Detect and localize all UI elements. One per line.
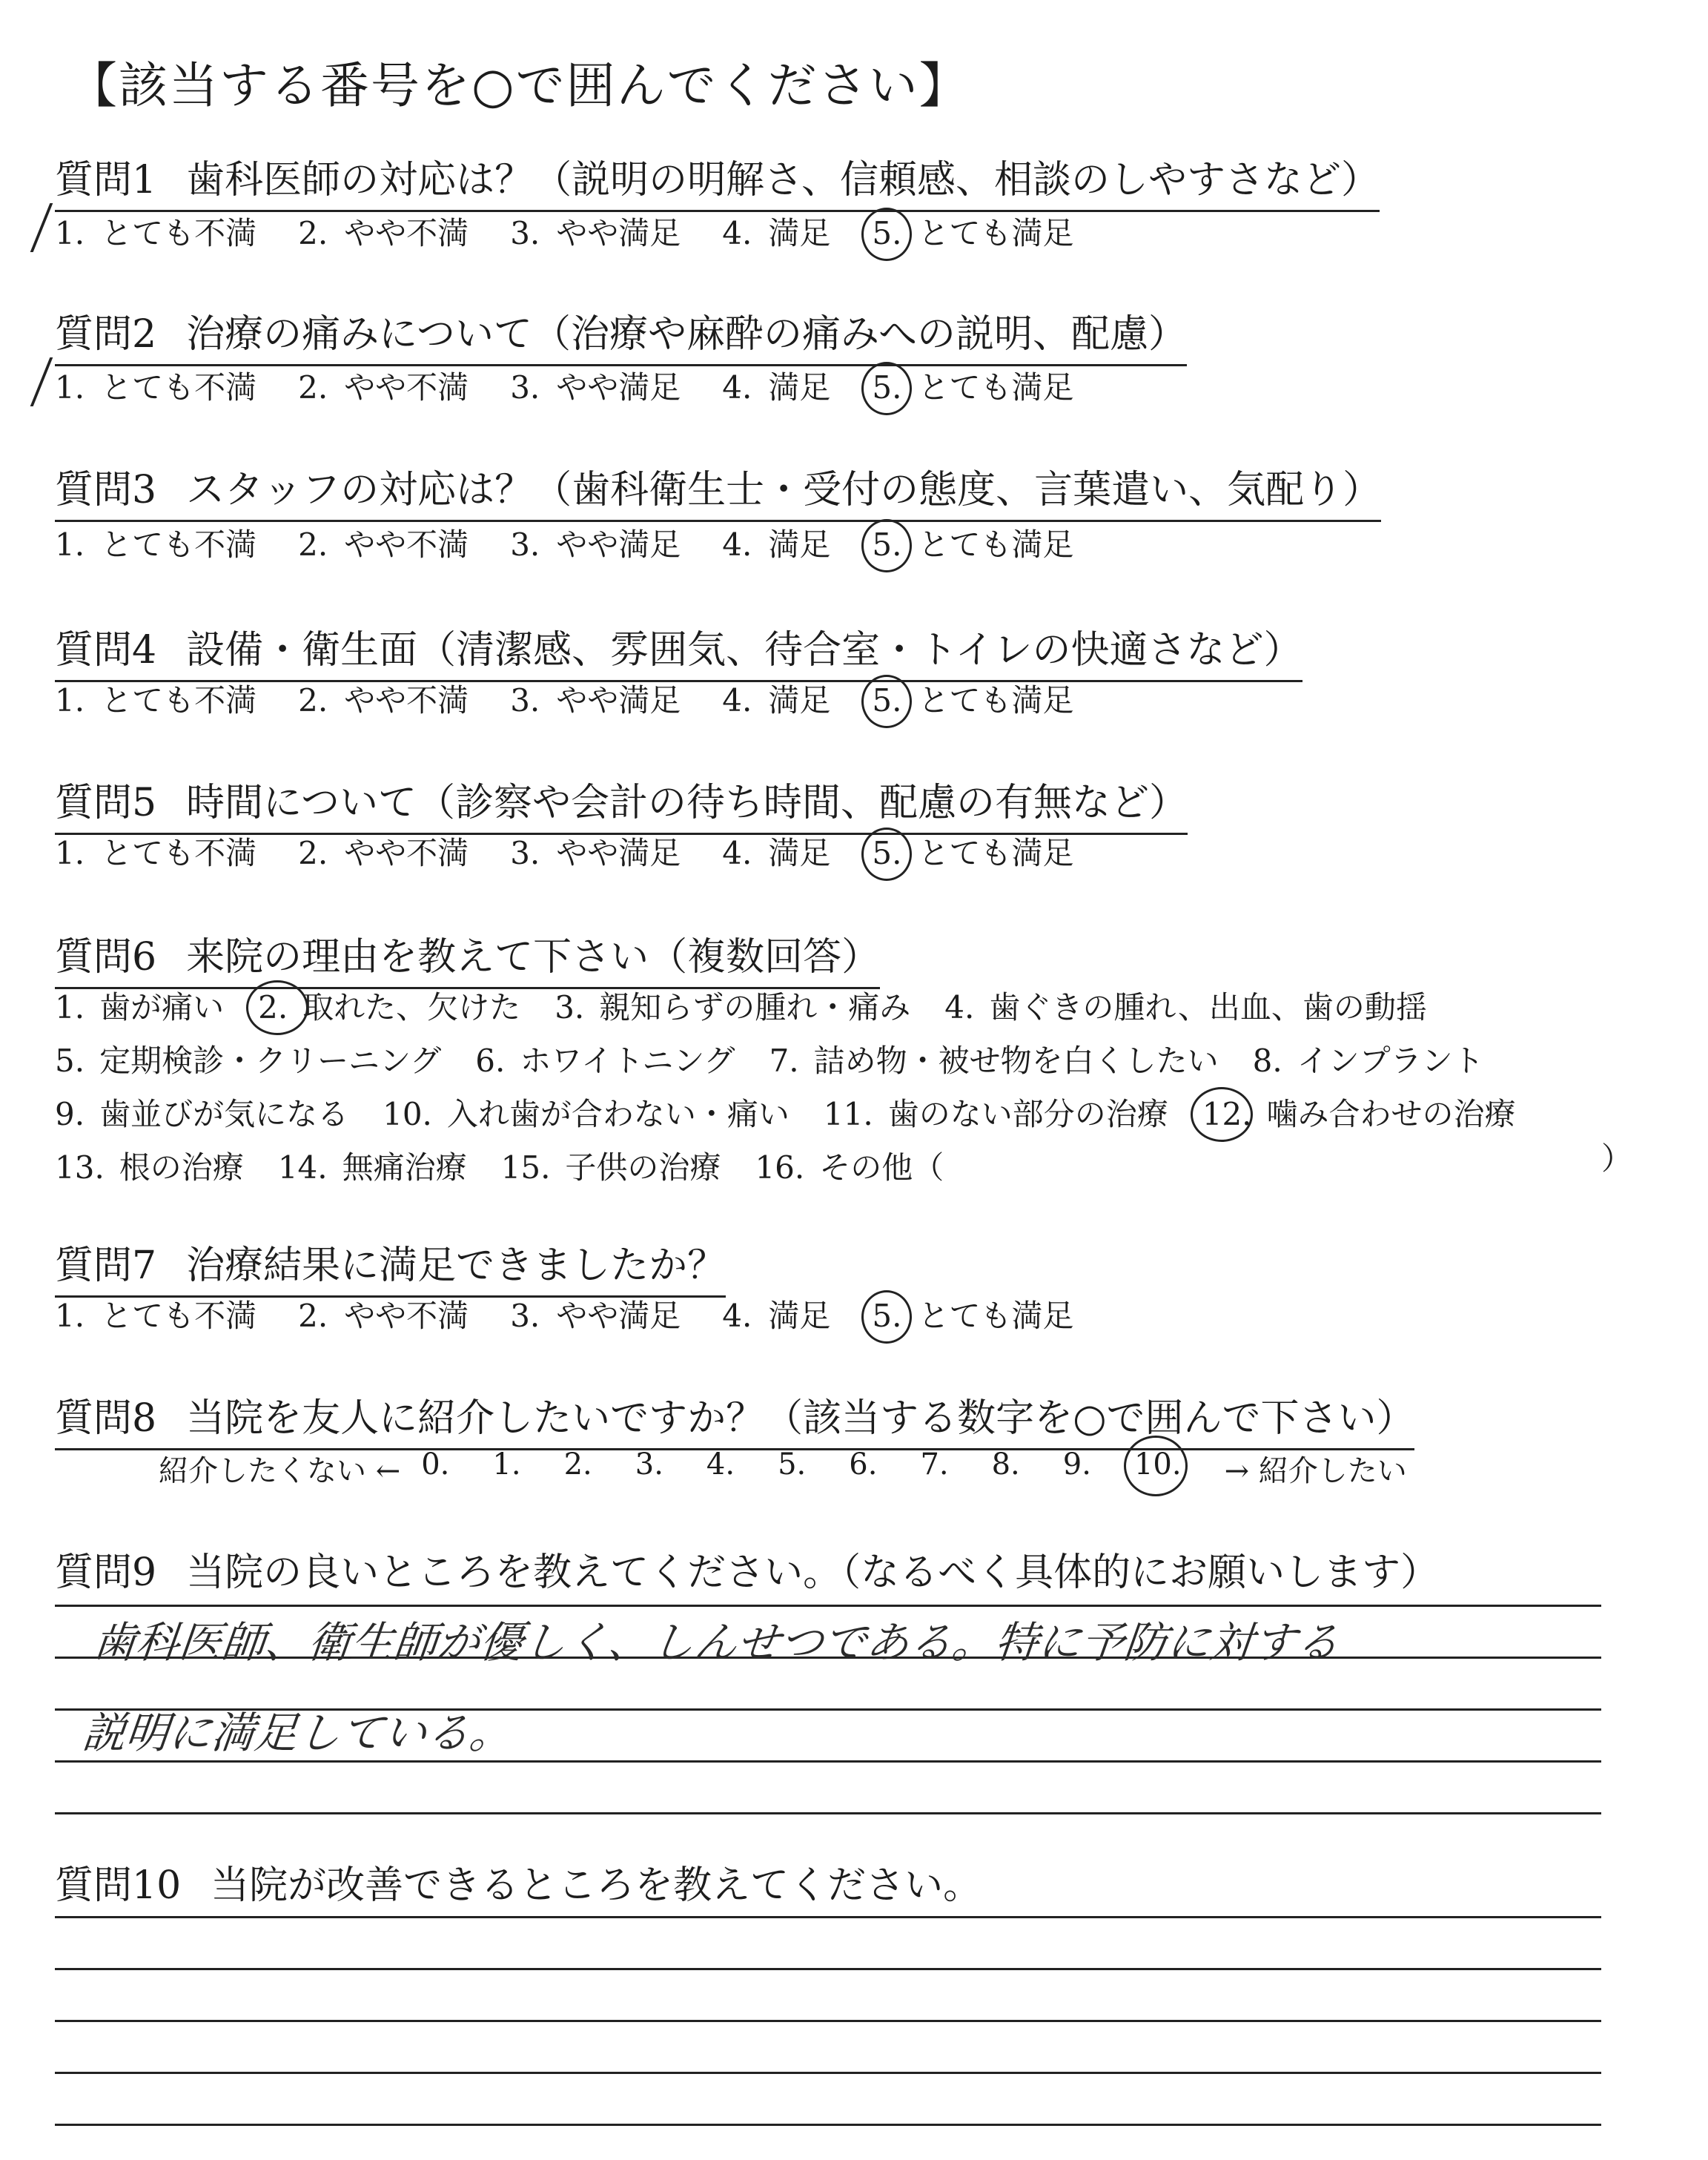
scale-value[interactable]: 8. xyxy=(991,1447,1020,1482)
answer-line xyxy=(55,1812,1601,1814)
question-5-text: 時間について（診察や会計の待ち時間、配慮の有無など） xyxy=(186,781,1188,825)
scale-value[interactable]: 4. xyxy=(706,1447,735,1482)
option-number: 4. xyxy=(722,215,752,251)
option-label: やや不満 xyxy=(344,369,469,406)
reason-number: 4. xyxy=(944,989,975,1025)
option-number: 4. xyxy=(722,835,752,871)
option-2[interactable] xyxy=(298,676,469,721)
answer-line xyxy=(55,1760,1601,1763)
option-5[interactable] xyxy=(872,829,1073,873)
option-label: 満足 xyxy=(768,526,831,563)
option-label: 満足 xyxy=(768,369,831,406)
option-label: とても不満 xyxy=(101,369,257,406)
reason-number: 3. xyxy=(555,989,585,1025)
option-3[interactable] xyxy=(510,363,681,408)
option-label: やや不満 xyxy=(344,215,469,251)
scale-value[interactable]: 0. xyxy=(421,1447,450,1482)
reason-item[interactable] xyxy=(555,983,910,1037)
option-number: 2. xyxy=(298,526,328,563)
reason-number: 14. xyxy=(277,1149,328,1186)
option-2[interactable] xyxy=(298,363,469,408)
scale-value[interactable]: 6. xyxy=(849,1447,878,1482)
reason-item[interactable] xyxy=(258,983,520,1037)
reason-number: 7. xyxy=(769,1043,799,1079)
reason-item[interactable] xyxy=(944,983,1427,1037)
option-5[interactable] xyxy=(872,676,1073,721)
reason-number: 16. xyxy=(755,1149,805,1186)
reason-label: 無痛治療 xyxy=(342,1149,467,1186)
scale-value[interactable]: 5. xyxy=(778,1447,807,1482)
option-label: やや不満 xyxy=(344,1298,469,1334)
reason-item[interactable] xyxy=(278,1143,467,1197)
option-label: 満足 xyxy=(768,215,831,251)
question-4-text: 設備・衛生面（清潔感、雰囲気、待合室・トイレの快適さなど） xyxy=(186,628,1302,673)
option-4[interactable] xyxy=(722,1292,830,1336)
option-1[interactable] xyxy=(55,829,256,873)
question-5-title xyxy=(55,771,1188,835)
question-1-options xyxy=(55,209,1115,254)
option-2[interactable] xyxy=(298,209,469,254)
option-3[interactable] xyxy=(510,1292,681,1336)
option-label: やや満足 xyxy=(556,369,681,406)
option-number: 5. xyxy=(872,369,902,406)
option-3[interactable] xyxy=(510,521,681,565)
option-label: とても不満 xyxy=(101,682,257,719)
question-3-text: スタッフの対応は？（歯科衛生士・受付の態度、言葉遣い、気配り） xyxy=(186,468,1382,512)
question-4-number: 質問4 xyxy=(55,628,157,673)
option-label: やや満足 xyxy=(556,1298,681,1334)
option-3[interactable] xyxy=(510,676,681,721)
reason-number: 5. xyxy=(55,1043,85,1079)
option-5[interactable] xyxy=(872,209,1073,254)
question-8-scale xyxy=(159,1447,1407,1490)
scale-value[interactable]: 1. xyxy=(492,1447,521,1482)
question-9-text: 当院の良いところを教えてください。（なるべく具体的にお願いします） xyxy=(186,1550,1440,1595)
reason-label: 歯のない部分の治療 xyxy=(887,1096,1168,1132)
option-number: 2. xyxy=(298,682,328,719)
question-5-options xyxy=(55,829,1115,873)
option-number: 2. xyxy=(298,369,328,406)
option-label: とても満足 xyxy=(918,215,1074,251)
option-number: 2. xyxy=(298,215,328,251)
reason-number: 12. xyxy=(1202,1096,1252,1132)
reason-item[interactable] xyxy=(55,1090,348,1143)
reason-label: 歯ぐきの腫れ、出血、歯の動揺 xyxy=(989,989,1427,1025)
reason-label: 入れ歯が合わない・痛い xyxy=(446,1096,790,1132)
option-number: 3. xyxy=(510,835,540,871)
option-5[interactable] xyxy=(872,521,1073,565)
option-1[interactable] xyxy=(55,1292,256,1336)
answer-line xyxy=(55,2072,1601,2074)
option-number: 3. xyxy=(510,215,540,251)
option-number: 3. xyxy=(510,1298,540,1334)
option-number: 1. xyxy=(55,1298,85,1334)
survey-header: 【該当する番号を○で囲んでください】 xyxy=(68,57,970,114)
option-4[interactable] xyxy=(722,209,830,254)
answer-line xyxy=(55,1916,1601,1918)
handwritten-answer-line-1: 歯科医師、衛生師が優しく、しんせつである。特に予防に対する xyxy=(90,1617,1342,1668)
question-8-title xyxy=(55,1387,1414,1450)
option-label: とても不満 xyxy=(101,1298,257,1334)
scale-left-label: 紹介したくない ← xyxy=(159,1454,401,1488)
option-4[interactable] xyxy=(722,363,830,408)
question-2-options xyxy=(55,363,1115,408)
option-3[interactable] xyxy=(510,829,681,873)
option-1[interactable] xyxy=(55,363,256,408)
option-label: 満足 xyxy=(768,835,831,871)
scale-value[interactable]: 3. xyxy=(635,1447,663,1482)
reason-label: 詰め物・被せ物を白くしたい xyxy=(813,1043,1219,1079)
option-number: 1. xyxy=(55,682,85,719)
question-6-text: 来院の理由を教えて下さい（複数回答） xyxy=(186,935,881,980)
reason-item[interactable] xyxy=(55,1037,441,1090)
option-label: とても不満 xyxy=(101,835,257,871)
question-3-number: 質問3 xyxy=(55,468,157,512)
scale-right-label: → 紹介したい xyxy=(1224,1454,1407,1488)
option-number: 1. xyxy=(55,526,85,563)
option-number: 5. xyxy=(872,835,902,871)
question-10-number: 質問10 xyxy=(55,1863,182,1908)
question-6-title xyxy=(55,925,880,989)
option-number: 4. xyxy=(722,369,752,406)
reason-item[interactable] xyxy=(1253,1037,1484,1090)
reason-number: 9. xyxy=(55,1096,85,1132)
option-number: 3. xyxy=(510,682,540,719)
scale-value[interactable]: 9. xyxy=(1062,1447,1091,1482)
question-8-text: 当院を友人に紹介したいですか？（該当する数字を○で囲んで下さい） xyxy=(186,1396,1415,1441)
question-10-text: 当院が改善できるところを教えてください。 xyxy=(211,1863,982,1908)
reason-row xyxy=(55,1143,1550,1197)
reason-label: 根の治療 xyxy=(119,1149,244,1186)
option-number: 3. xyxy=(510,526,540,563)
option-label: とても満足 xyxy=(918,835,1074,871)
question-3-options xyxy=(55,521,1115,565)
reason-number: 11. xyxy=(823,1096,873,1132)
option-label: やや満足 xyxy=(556,835,681,871)
question-1-number: 質問1 xyxy=(55,158,157,202)
reason-item[interactable] xyxy=(55,983,224,1037)
option-number: 4. xyxy=(722,682,752,719)
reason-item[interactable] xyxy=(755,1143,944,1197)
question-8-number: 質問8 xyxy=(55,1396,157,1441)
reason-label: 親知らずの腫れ・痛み xyxy=(599,989,911,1025)
reason-label: インプラント xyxy=(1297,1043,1484,1079)
option-number: 4. xyxy=(722,526,752,563)
question-3-title xyxy=(55,458,1381,522)
option-number: 5. xyxy=(872,215,902,251)
option-3[interactable] xyxy=(510,209,681,254)
option-number: 2. xyxy=(298,1298,328,1334)
reason-label: ホワイトニング xyxy=(520,1043,735,1079)
reason-item[interactable] xyxy=(55,1143,244,1197)
option-number: 3. xyxy=(510,369,540,406)
option-label: とても不満 xyxy=(101,215,257,251)
reason-number: 8. xyxy=(1252,1043,1282,1079)
option-4[interactable] xyxy=(722,521,830,565)
option-label: やや不満 xyxy=(344,835,469,871)
question-7-number: 質問7 xyxy=(55,1244,157,1288)
answer-line xyxy=(55,1968,1601,1970)
option-2[interactable] xyxy=(298,521,469,565)
option-label: とても満足 xyxy=(918,369,1074,406)
option-label: 満足 xyxy=(768,1298,831,1334)
answer-line xyxy=(55,2020,1601,2022)
option-number: 1. xyxy=(55,215,85,251)
reason-item[interactable] xyxy=(475,1037,735,1090)
option-1[interactable] xyxy=(55,521,256,565)
question-7-text: 治療結果に満足できましたか？ xyxy=(186,1244,726,1288)
answer-line xyxy=(55,1605,1601,1607)
option-label: 満足 xyxy=(768,682,831,719)
reason-row xyxy=(55,1090,1550,1143)
option-label: やや不満 xyxy=(344,682,469,719)
question-2-text: 治療の痛みについて（治療や麻酔の痛みへの説明、配慮） xyxy=(186,312,1188,357)
question-1-text: 歯科医師の対応は？（説明の明解さ、信頼感、相談のしやすさなど） xyxy=(186,158,1380,202)
option-5[interactable] xyxy=(872,363,1073,408)
scale-value[interactable]: 10. xyxy=(1134,1447,1182,1490)
reason-label: 取れた、欠けた xyxy=(302,989,521,1025)
reason-number: 13. xyxy=(55,1149,105,1186)
scale-numbers xyxy=(421,1447,1224,1490)
reason-number: 6. xyxy=(475,1043,506,1079)
reason-number: 2. xyxy=(258,989,288,1025)
option-number: 5. xyxy=(872,526,902,563)
option-1[interactable] xyxy=(55,209,256,254)
reason-item[interactable] xyxy=(1202,1090,1516,1143)
question-9-title xyxy=(55,1541,1439,1596)
reason-number: 1. xyxy=(55,989,85,1025)
question-2-number: 質問2 xyxy=(55,312,157,357)
option-4[interactable] xyxy=(722,676,830,721)
option-label: やや満足 xyxy=(556,682,681,719)
option-number: 1. xyxy=(55,835,85,871)
option-2[interactable] xyxy=(298,1292,469,1336)
question-6-number: 質問6 xyxy=(55,935,157,980)
option-label: とても満足 xyxy=(918,682,1074,719)
option-label: やや満足 xyxy=(556,526,681,563)
option-label: とても満足 xyxy=(918,526,1074,563)
reason-label: 定期検診・クリーニング xyxy=(99,1043,442,1079)
option-2[interactable] xyxy=(298,829,469,873)
reason-label: 子供の治療 xyxy=(565,1149,721,1186)
option-number: 4. xyxy=(722,1298,752,1334)
reason-label: 噛み合わせの治療 xyxy=(1266,1096,1516,1132)
option-label: やや不満 xyxy=(344,526,469,563)
question-10-title xyxy=(55,1854,982,1909)
question-9-number: 質問9 xyxy=(55,1550,157,1595)
reason-item[interactable] xyxy=(383,1090,790,1143)
question-4-options xyxy=(55,676,1115,721)
handwritten-answer-line-2: 説明に満足している。 xyxy=(79,1708,516,1758)
reason-row xyxy=(55,1037,1550,1090)
option-1[interactable] xyxy=(55,676,256,721)
answer-line xyxy=(55,2124,1601,2126)
question-7-options xyxy=(55,1292,1115,1336)
question-6-reasons xyxy=(55,983,1550,1197)
reason-number: 10. xyxy=(383,1096,432,1132)
reason-label: 歯並びが気になる xyxy=(99,1096,349,1132)
question-4-title xyxy=(55,618,1302,682)
option-4[interactable] xyxy=(722,829,830,873)
reason-item[interactable] xyxy=(824,1090,1168,1143)
option-number: 5. xyxy=(872,1298,902,1334)
reason-item[interactable] xyxy=(501,1143,721,1197)
option-5[interactable] xyxy=(872,1292,1073,1336)
scale-value[interactable]: 7. xyxy=(920,1447,949,1482)
option-label: とても不満 xyxy=(101,526,257,563)
reason-label: 歯が痛い xyxy=(99,989,225,1025)
option-label: やや満足 xyxy=(556,215,681,251)
option-number: 5. xyxy=(872,682,902,719)
option-number: 1. xyxy=(55,369,85,406)
reason-item[interactable] xyxy=(769,1037,1219,1090)
question-7-title xyxy=(55,1234,726,1298)
reason-row xyxy=(55,983,1550,1037)
question-2-title xyxy=(55,303,1187,366)
reason-number: 15. xyxy=(500,1149,551,1186)
question-1-title xyxy=(55,148,1380,212)
question-5-number: 質問5 xyxy=(55,781,157,825)
option-number: 2. xyxy=(298,835,328,871)
question-6-close-paren: ） xyxy=(1601,1140,1633,1177)
option-label: とても満足 xyxy=(918,1298,1074,1334)
reason-label: その他（ xyxy=(819,1149,944,1186)
scale-value[interactable]: 2. xyxy=(563,1447,592,1482)
